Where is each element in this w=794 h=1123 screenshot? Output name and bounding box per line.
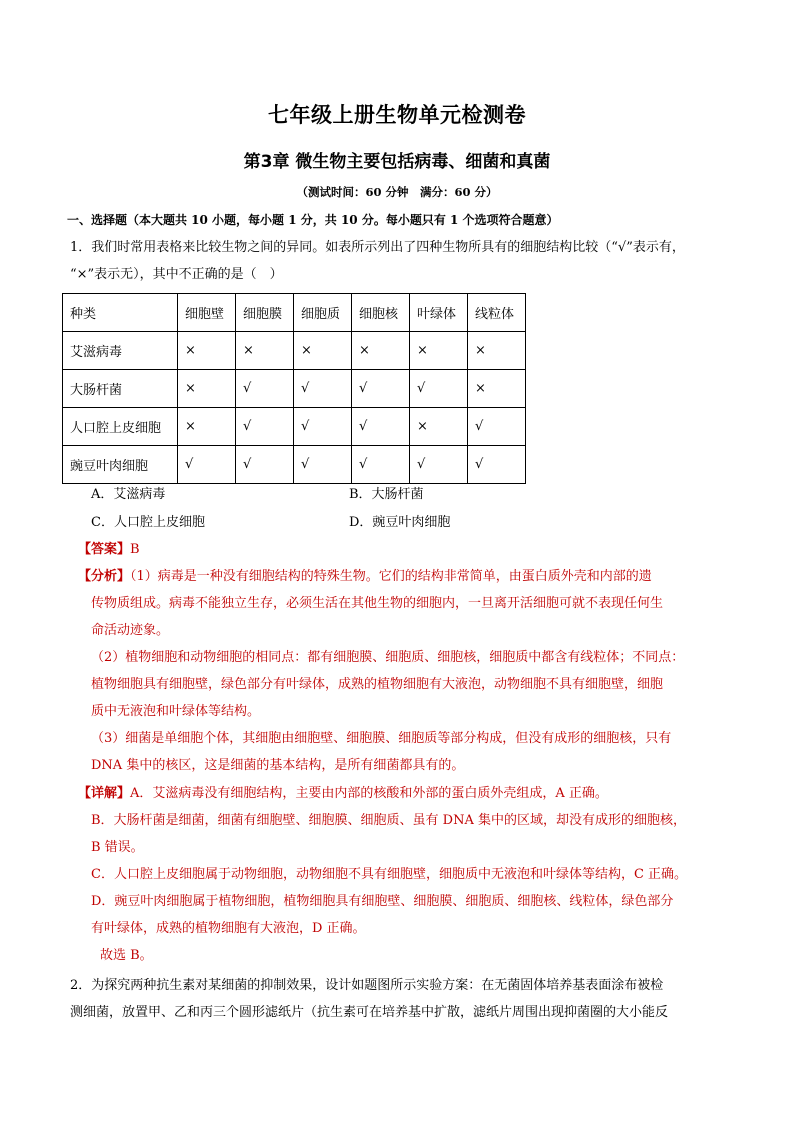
table-row bbox=[63, 446, 526, 484]
option-c: C．人口腔上皮细胞 bbox=[91, 515, 205, 530]
table-cell: × bbox=[410, 332, 468, 370]
table-row bbox=[63, 332, 526, 370]
table-cell: 艾滋病毒 bbox=[63, 332, 178, 370]
table-cell: √ bbox=[178, 446, 236, 484]
document-title: 七年级上册生物单元检测卷 bbox=[268, 103, 526, 127]
analysis-tag: 【分析】 bbox=[78, 569, 131, 584]
table-cell: √ bbox=[410, 446, 468, 484]
table-cell: × bbox=[178, 332, 236, 370]
cell-structure-table bbox=[62, 293, 526, 484]
option-a: A．艾滋病毒 bbox=[91, 487, 166, 502]
explain-conclusion: 故选 B。 bbox=[100, 948, 153, 963]
table-cell: 人口腔上皮细胞 bbox=[63, 408, 178, 446]
table-header-cell: 细胞膜 bbox=[236, 294, 294, 332]
table-cell: × bbox=[178, 408, 236, 446]
analysis-line-7: （3）细菌是单细胞个体，其细胞由细胞壁、细胞膜、细胞质等部分构成，但没有成形的细胞核，只有 bbox=[91, 731, 672, 746]
exam-meta: （测试时间：60 分钟 满分：60 分） bbox=[296, 185, 498, 199]
analysis-line-1 bbox=[78, 568, 743, 586]
explain-line-4: C．人口腔上皮细胞属于动物细胞，动物细胞不具有细胞壁，细胞质中无液泡和叶绿体等结构，C 正确。 bbox=[91, 867, 688, 882]
table-header-row bbox=[63, 294, 526, 332]
explain-line-1 bbox=[78, 785, 743, 803]
table-cell: × bbox=[410, 408, 468, 446]
option-d: D．豌豆叶肉细胞 bbox=[349, 515, 451, 530]
table-cell: × bbox=[236, 332, 294, 370]
explain-line-2: B．大肠杆菌是细菌，细菌有细胞壁、细胞膜、细胞质、虽有 DNA 集中的区域，却没有成形的细胞核， bbox=[91, 813, 687, 828]
table-cell: √ bbox=[352, 408, 410, 446]
table-cell: √ bbox=[294, 408, 352, 446]
table-cell: √ bbox=[410, 370, 468, 408]
table-cell: √ bbox=[236, 446, 294, 484]
table-cell: √ bbox=[468, 408, 526, 446]
answer-tag: 【答案】 bbox=[78, 542, 131, 557]
analysis-line-2: 传物质组成。病毒不能独立生存，必须生活在其他生物的细胞内，一旦离开活细胞可就不表现任何生 bbox=[91, 596, 664, 611]
table-row bbox=[63, 408, 526, 446]
analysis-line-8: DNA 集中的核区，这是细菌的基本结构，是所有细菌都具有的。 bbox=[91, 758, 465, 773]
table-row bbox=[63, 370, 526, 408]
table-cell: √ bbox=[352, 446, 410, 484]
analysis-line-6: 质中无液泡和叶绿体等结构。 bbox=[91, 704, 261, 719]
table-cell: × bbox=[294, 332, 352, 370]
answer-value: B bbox=[130, 542, 140, 557]
table-cell: × bbox=[468, 332, 526, 370]
table-cell: √ bbox=[352, 370, 410, 408]
table-header-cell: 种类 bbox=[63, 294, 178, 332]
option-b: B．大肠杆菌 bbox=[349, 487, 424, 502]
table-cell: 豌豆叶肉细胞 bbox=[63, 446, 178, 484]
explain-line-5: D．豌豆叶肉细胞属于植物细胞，植物细胞具有细胞壁、细胞膜、细胞质、细胞核、线粒体，绿色部分 bbox=[91, 894, 674, 909]
explain-line-3: B 错误。 bbox=[91, 840, 144, 855]
section-heading: 一、选择题（本大题共 10 小题，每小题 1 分，共 10 分。每小题只有 1 个选项符合题意） bbox=[67, 213, 559, 227]
table-cell: × bbox=[352, 332, 410, 370]
table-cell: √ bbox=[236, 408, 294, 446]
table-cell: 大肠杆菌 bbox=[63, 370, 178, 408]
table-cell: √ bbox=[236, 370, 294, 408]
table-header-cell: 线粒体 bbox=[468, 294, 526, 332]
table-cell: √ bbox=[468, 446, 526, 484]
question-1-stem-line-1: 1．我们时常用表格来比较生物之间的异同。如表所示列出了四种生物所具有的细胞结构比较（“√”表示有， bbox=[70, 240, 685, 255]
table-cell: √ bbox=[294, 446, 352, 484]
question-2-stem-line-2: 测细菌，放置甲、乙和丙三个圆形滤纸片（抗生素可在培养基中扩散，滤纸片周围出现抑菌圈的大小能反 bbox=[70, 1005, 669, 1020]
table-header-cell: 叶绿体 bbox=[410, 294, 468, 332]
table-cell: √ bbox=[294, 370, 352, 408]
explain-text: A．艾滋病毒没有细胞结构，主要由内部的核酸和外部的蛋白质外壳组成，A 正确。 bbox=[130, 786, 608, 801]
table-header-cell: 细胞质 bbox=[294, 294, 352, 332]
analysis-line-5: 植物细胞具有细胞壁，绿色部分有叶绿体，成熟的植物细胞有大液泡，动物细胞不具有细胞壁，细胞 bbox=[91, 677, 664, 692]
explain-tag: 【详解】 bbox=[78, 786, 131, 801]
table-header-cell: 细胞壁 bbox=[178, 294, 236, 332]
table-cell: × bbox=[468, 370, 526, 408]
answer-line bbox=[78, 541, 743, 559]
table-cell: × bbox=[178, 370, 236, 408]
table-header-cell: 细胞核 bbox=[352, 294, 410, 332]
question-1-stem-line-2: “×”表示无），其中不正确的是（ ） bbox=[70, 267, 283, 282]
analysis-text: （1）病毒是一种没有细胞结构的特殊生物。它们的结构非常简单，由蛋白质外壳和内部的遗 bbox=[130, 569, 652, 584]
question-2-stem-line-1: 2．为探究两种抗生素对某细菌的抑制效果，设计如题图所示实验方案：在无菌固体培养基表面涂布被检 bbox=[70, 978, 664, 993]
explain-line-6: 有叶绿体，成熟的植物细胞有大液泡，D 正确。 bbox=[91, 921, 366, 936]
chapter-subtitle: 第3章 微生物主要包括病毒、细菌和真菌 bbox=[243, 152, 551, 172]
analysis-line-4: （2）植物细胞和动物细胞的相同点：都有细胞膜、细胞质、细胞核，细胞质中都含有线粒体；不同点： bbox=[91, 650, 685, 665]
analysis-line-3: 命活动迹象。 bbox=[91, 623, 170, 638]
